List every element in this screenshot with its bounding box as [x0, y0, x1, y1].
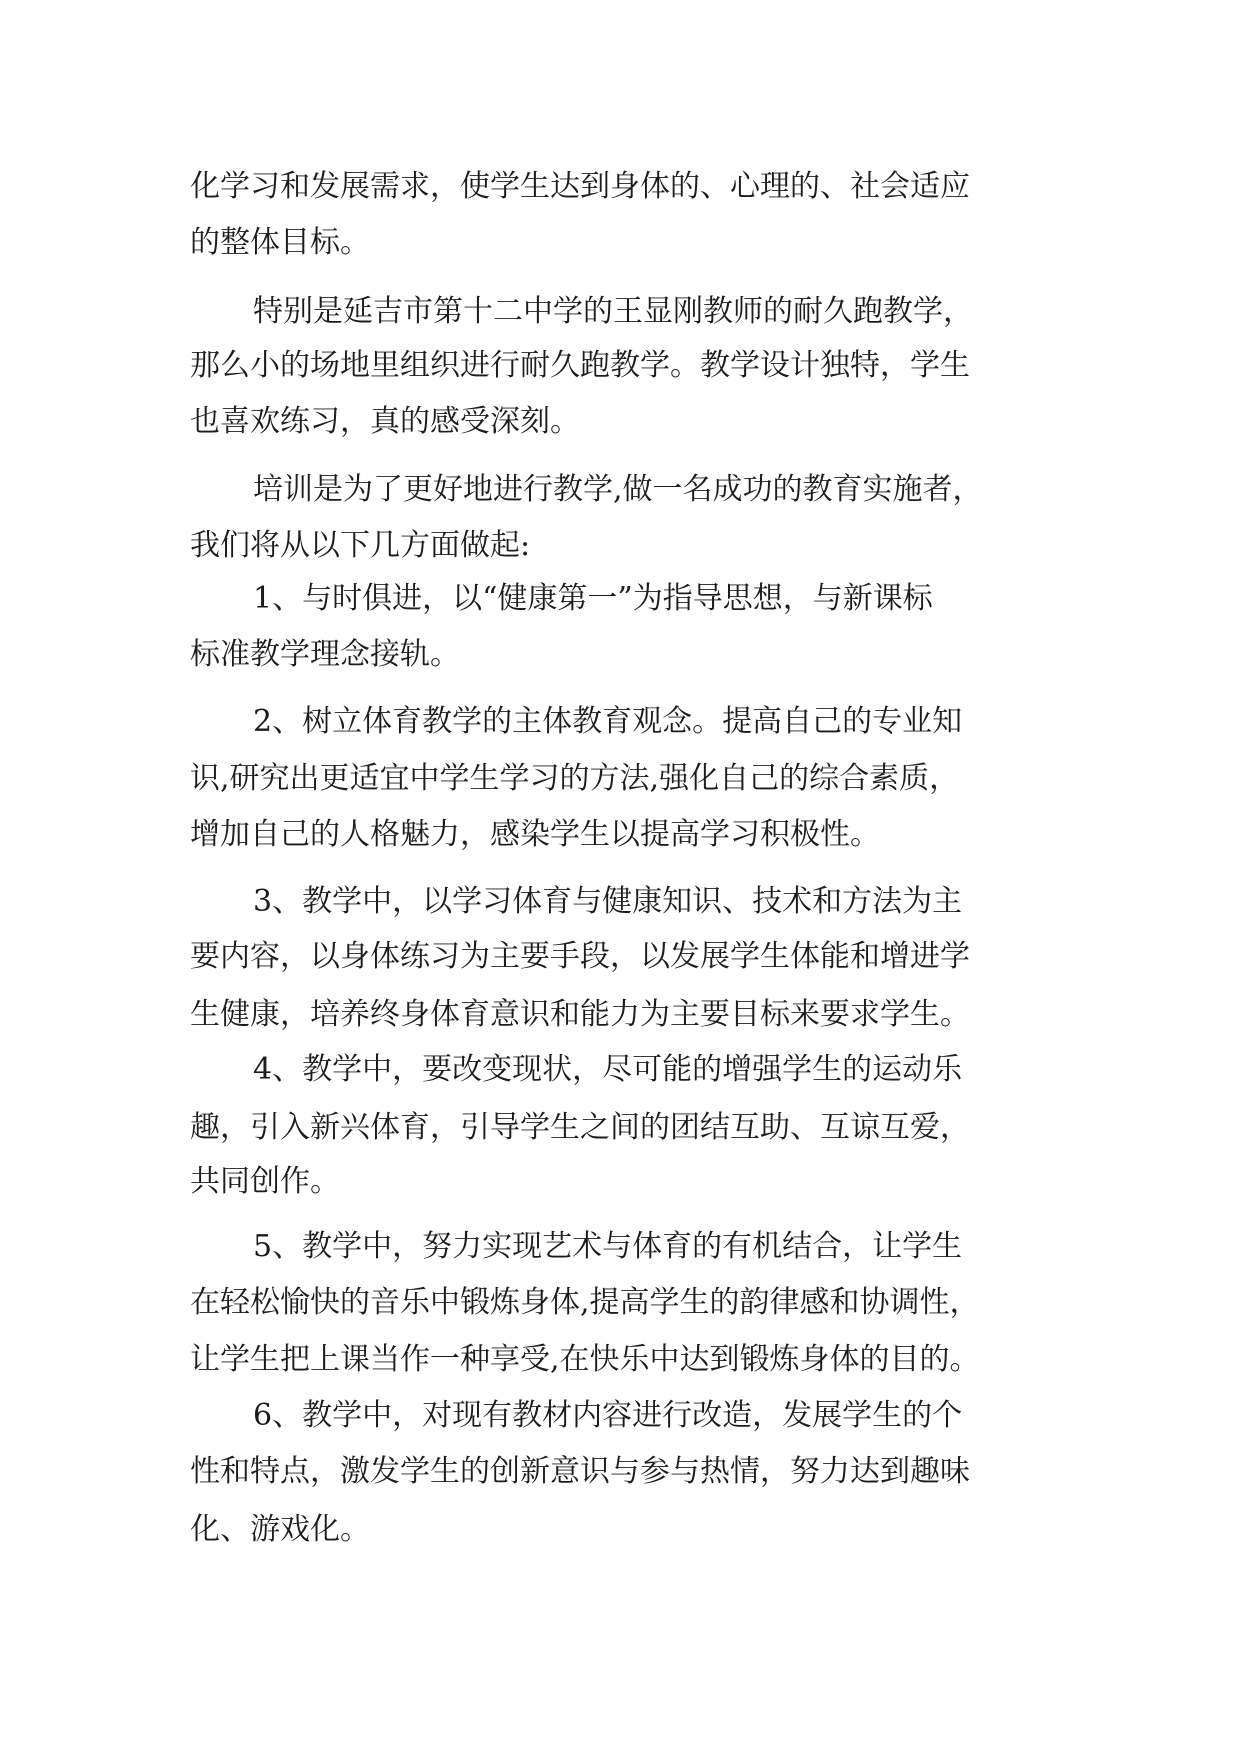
text-line: 也喜欢练习，真的感受深刻。: [190, 404, 580, 439]
text-line: 让学生把上课当作一种享受,在快乐中达到锻炼身体的目的。: [190, 1342, 980, 1377]
text-line: 在轻松愉快的音乐中锻炼身体,提高学生的韵律感和协调性，: [190, 1285, 980, 1320]
text-line: 增加自己的人格魅力，感染学生以提高学习积极性。: [190, 817, 880, 852]
text-line: 特别是延吉市第十二中学的王显刚教师的耐久跑教学，: [253, 294, 973, 329]
text-line: 化学习和发展需求，使学生达到身体的、心理的、社会适应: [190, 169, 970, 204]
text-line: 要内容，以身体练习为主要手段，以发展学生体能和增进学: [190, 939, 970, 974]
text-line: 识,研究出更适宜中学生学习的方法,强化自己的综合素质，: [190, 761, 960, 796]
text-line: 4、教学中，要改变现状，尽可能的增强学生的运动乐: [253, 1052, 963, 1087]
text-line: 共同创作。: [190, 1164, 340, 1199]
text-line: 1、与时俱进，以“健康第一”为指导思想，与新课标: [253, 581, 933, 616]
text-line: 化、游戏化。: [190, 1512, 370, 1547]
text-line: 5、教学中，努力实现艺术与体育的有机结合，让学生: [253, 1229, 963, 1264]
text-line: 6、教学中，对现有教材内容进行改造，发展学生的个: [253, 1398, 963, 1433]
text-line: 趣，引入新兴体育，引导学生之间的团结互助、互谅互爱，: [190, 1110, 970, 1145]
text-line: 的整体目标。: [190, 225, 370, 260]
text-line: 3、教学中，以学习体育与健康知识、技术和方法为主: [253, 884, 963, 919]
text-line: 标准教学理念接轨。: [190, 637, 460, 672]
text-line: 生健康，培养终身体育意识和能力为主要目标来要求学生。: [190, 997, 970, 1032]
text-line: 性和特点，激发学生的创新意识与参与热情，努力达到趣味: [190, 1454, 970, 1489]
text-line: 培训是为了更好地进行教学,做一名成功的教育实施者，: [253, 472, 983, 507]
text-line: 2、树立体育教学的主体教育观念。提高自己的专业知: [253, 704, 963, 739]
text-line: 那么小的场地里组织进行耐久跑教学。教学设计独特，学生: [190, 348, 970, 383]
text-line: 我们将从以下几方面做起:: [190, 528, 531, 563]
